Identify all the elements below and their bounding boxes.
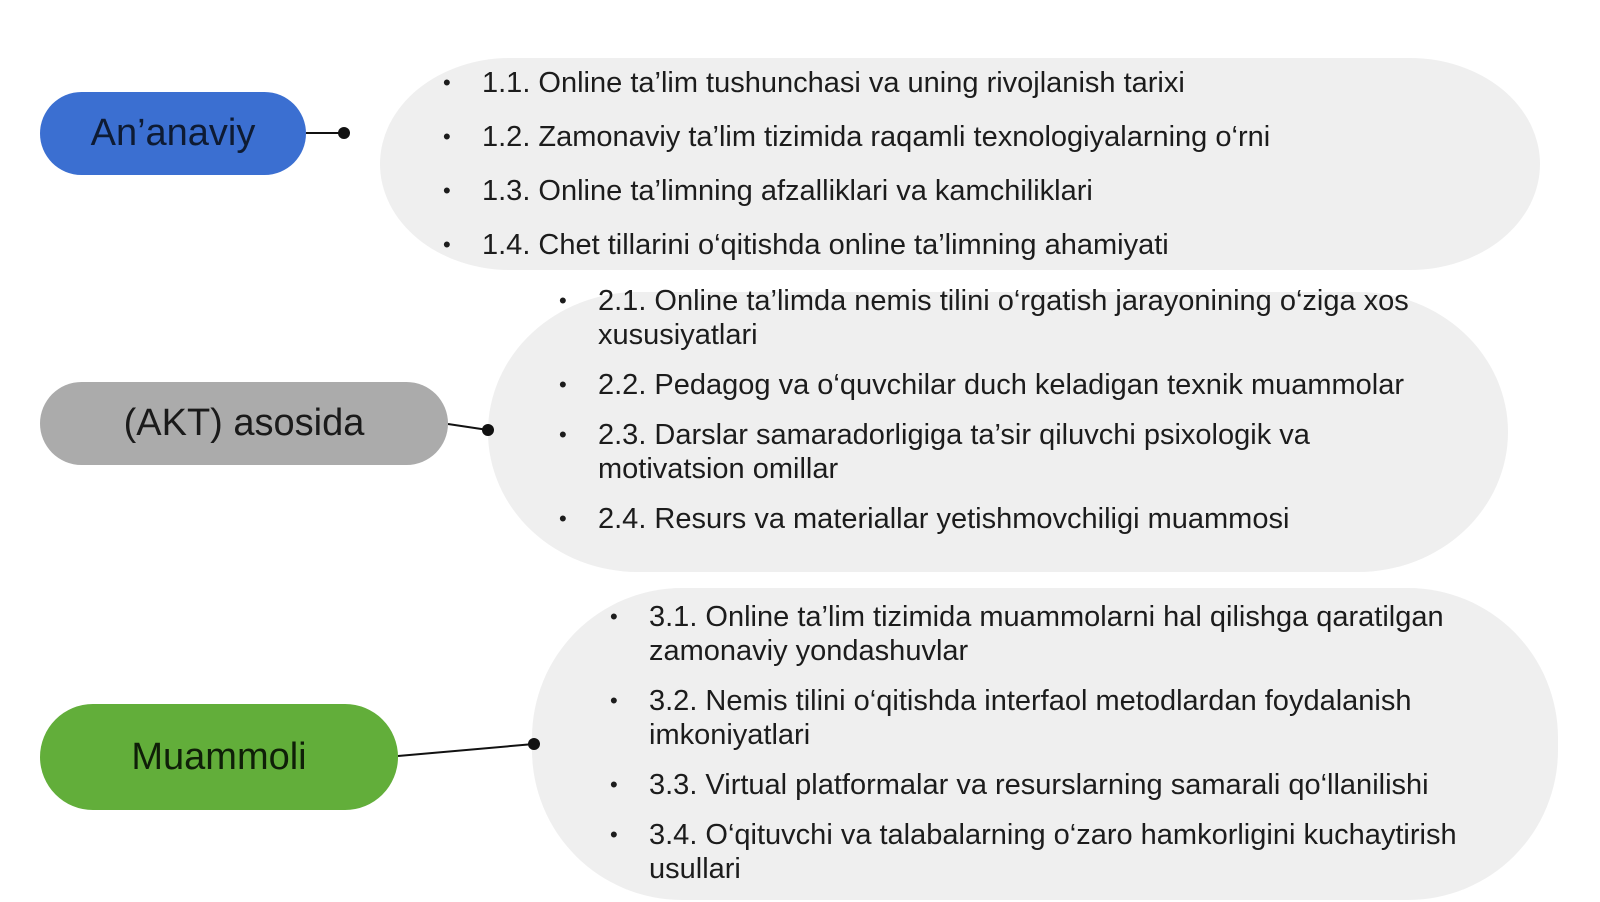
list-item [559,284,1458,352]
category-label: (AKT) asosida [123,402,365,444]
list-item [443,66,1542,120]
list-item [610,818,1529,886]
list-item [443,174,1542,228]
list-item [610,684,1529,752]
list-item-text: 2.2. Pedagog va o‘quvchilar duch keladigan texnik muammolar [598,369,1405,401]
connector-3-dot [528,738,540,750]
list-item [443,120,1542,174]
category-label: Muammoli [131,735,307,778]
list-item-text: 1.3. Online ta’limning afzalliklari va kamchiliklari [482,175,1093,207]
list-item-text: 3.3. Virtual platformalar va resurslarning samarali qo‘llanilishi [649,769,1429,801]
list-item-text: 1.1. Online ta’lim tushunchasi va uning rivojlanish tarixi [482,67,1185,99]
group-2-list [559,284,1458,552]
list-item-text: 1.2. Zamonaviy ta’lim tizimida raqamli texnologiyalarning o‘rni [482,121,1271,153]
list-item [610,768,1529,802]
bullet-icon: • [443,178,451,203]
list-item-text: 2.3. Darslar samaradorligiga ta’sir qiluvchi psixologik va motivatsion omillar [598,419,1310,485]
list-item-text: 3.4. O‘qituvchi va talabalarning o‘zaro hamkorligini kuchaytirish usullari [649,819,1457,885]
list-item [559,502,1458,536]
list-item-text: 2.1. Online ta’limda nemis tilini o‘rgatish jarayonining o‘ziga xos xususiyatlari [598,285,1409,351]
bullet-icon: • [559,372,567,397]
category-pill-muammoli [40,704,398,810]
list-item-text: 2.4. Resurs va materiallar yetishmovchiligi muammosi [598,503,1290,535]
list-item-text: 1.4. Chet tillarini o‘qitishda online ta’limning ahamiyati [482,229,1169,261]
bullet-icon: • [610,604,618,629]
list-item-text: 3.1. Online ta’lim tizimida muammolarni hal qilishga qaratilgan zamonaviy yondashuvlar [649,601,1444,667]
category-label: An’anaviy [90,112,256,154]
connector-3 [398,744,534,756]
bullet-icon: • [443,70,451,95]
connector-2-dot [482,424,494,436]
bullet-icon: • [610,688,618,713]
bullet-icon: • [559,288,567,313]
list-item [559,368,1458,402]
list-item [610,600,1529,668]
bullet-icon: • [559,506,567,531]
list-item [443,228,1542,282]
connector-1-dot [338,127,350,139]
bullet-icon: • [559,422,567,447]
connector-2 [448,424,488,430]
bullet-icon: • [443,232,451,257]
group-1-list [443,66,1542,282]
list-item [559,418,1458,486]
bullet-icon: • [610,772,618,797]
category-pill-ananaviy [40,92,306,175]
category-pill-akt-asosida [40,382,448,465]
bullet-icon: • [610,822,618,847]
list-item-text: 3.2. Nemis tilini o‘qitishda interfaol metodlardan foydalanish imkoniyatlari [649,685,1412,751]
group-3-list [610,600,1529,902]
bullet-icon: • [443,124,451,149]
